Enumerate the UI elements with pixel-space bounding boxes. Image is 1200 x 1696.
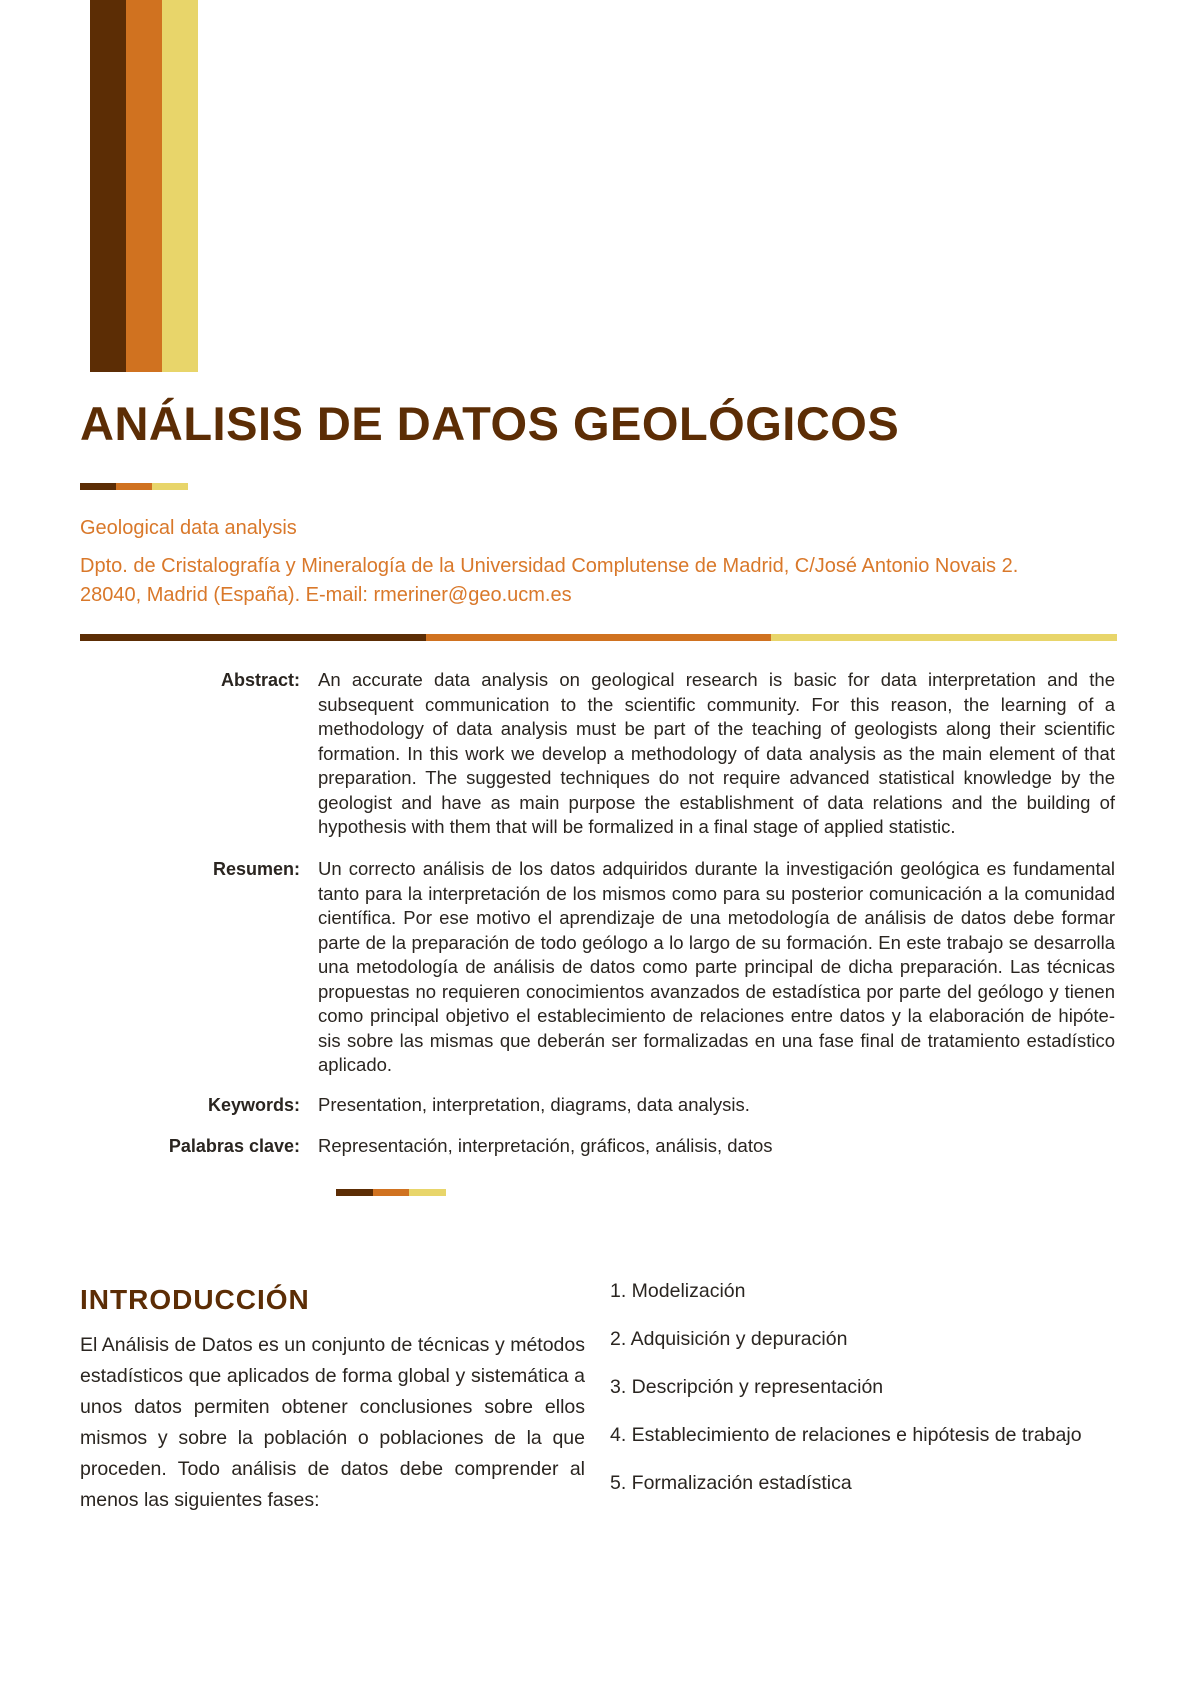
list-item: 1. Modelización — [610, 1280, 746, 1302]
keywords-label: Keywords: — [207, 1095, 300, 1115]
stripe-orange — [126, 0, 162, 372]
resumen-text: Un correcto análisis de los datos adquiridos durante la investigación geológica es fundamental tanto para la interpretación de los mismos como para su posterior comunicación a la comunidad científica. Por ese motivo el aprendizaje de una metodología de análisis de datos debe formar parte de la preparación de todo geólogo a lo largo de su formación. En este trabajo se desarrolla una metodología de análisis de datos como parte principal de dicha preparación. Las técnicas propuestas no requieren conocimientos avanzados de estadística por parte del geólogo y tienen como principal objetivo el establecimiento de relaciones entre datos y la elaboración de hipóte-sis sobre las mismas que deberán ser formalizadas en una fase final de tratamiento estadístico aplicado. — [318, 858, 1115, 1075]
abstract-text: An accurate data analysis on geological research is basic for data interpretation and the subsequent communication to the scientific community. For this reason, the learning of a methodology of data analysis must be part of the teaching of geologists along their scientific formation. In this work we develop a methodology of data analysis as the main element of that preparation. The suggested techniques do not require advanced statistical knowledge by the geologist and have as main purpose the establishment of data relations and the building of hypothesis with them that will be formalized in a final stage of applied statistic. — [318, 669, 1115, 837]
section-heading: INTRODUCCIÓN — [80, 1284, 310, 1315]
list-item: 4. Establecimiento de relaciones e hipótesis de trabajo — [610, 1424, 1082, 1446]
stripe-dark — [90, 0, 126, 372]
abstract-label: Abstract: — [220, 670, 300, 690]
title-divider — [80, 483, 188, 490]
keywords-section — [80, 1093, 1115, 1118]
palabras-clave-label: Palabras clave: — [168, 1136, 300, 1156]
phases-list — [610, 1278, 1130, 1518]
section-divider — [336, 1189, 446, 1196]
subtitle-english: Geological data analysis — [80, 517, 297, 539]
list-item: 2. Adquisición y depuración — [610, 1328, 848, 1350]
header-rule — [80, 634, 1117, 641]
list-item: 3. Descripción y representación — [610, 1376, 884, 1398]
resumen-label: Resumen: — [212, 859, 300, 879]
keywords-text: Presentation, interpretation, diagrams, data analysis. — [318, 1094, 750, 1115]
resumen-section — [80, 857, 1115, 1078]
list-item: 5. Formalización estadística — [610, 1472, 852, 1494]
page-title: ANÁLISIS DE DATOS GEOLÓGICOS — [80, 397, 900, 450]
palabras-clave-text: Representación, interpretación, gráficos, análisis, datos — [318, 1135, 773, 1156]
affiliation: Dpto. de Cristalografía y Mineralogía de la Universidad Complutense de Madrid, C/José Antonio Novais 2. 28040, Madrid (España). E-mail: rmeriner@geo.ucm.es — [80, 555, 1019, 606]
abstract-section — [80, 668, 1115, 840]
stripe-yellow — [162, 0, 198, 372]
intro-paragraph: El Análisis de Datos es un conjunto de técnicas y métodos estadísticos que aplicados de forma global y sistemática a unos datos permiten obtener conclusiones sobre ellos mismos y sobre la población o poblaciones de la que proceden. Todo análisis de datos debe comprender al menos las siguientes fases: — [80, 1334, 585, 1511]
palabras-clave-section — [80, 1134, 1115, 1159]
